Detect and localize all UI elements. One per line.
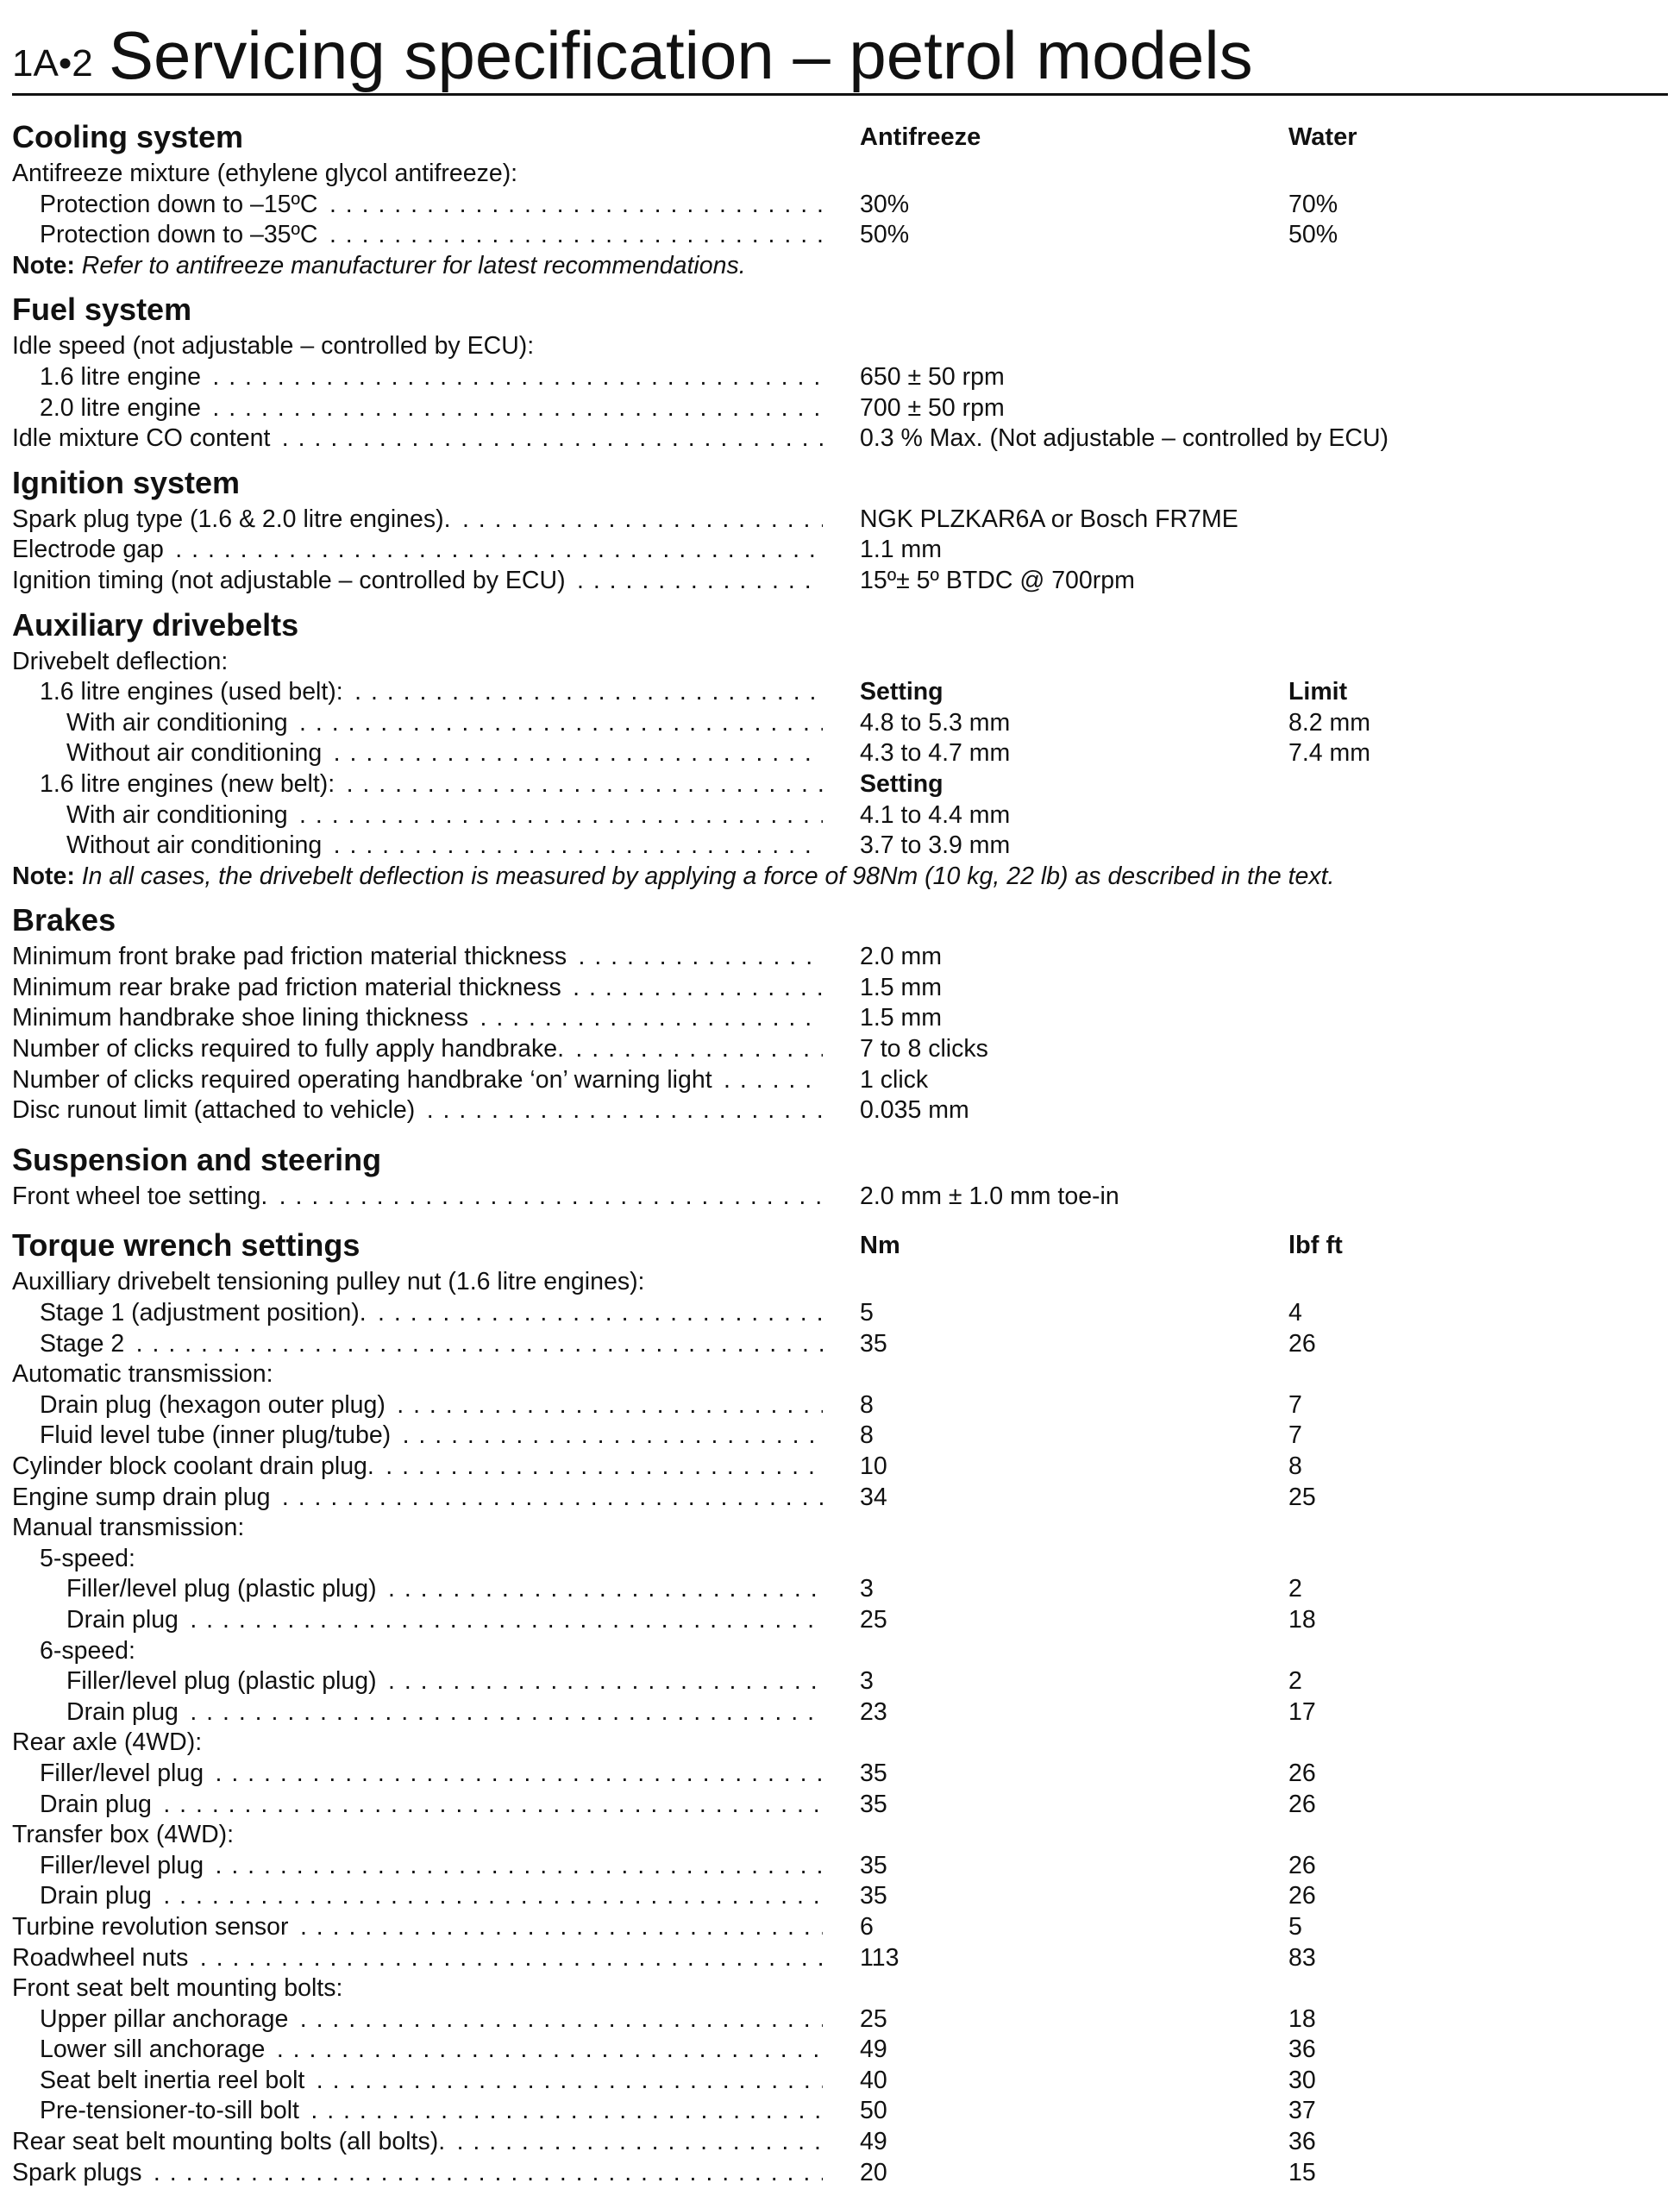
- section-heading: [12, 288, 1668, 331]
- spec-value: NGK PLZKAR6A or Bosch FR7ME: [860, 505, 1238, 533]
- section-heading: [12, 604, 1668, 647]
- spec-row: [12, 505, 1668, 536]
- spec-label: Number of clicks required operating handbrake ‘on’ warning light: [12, 1066, 716, 1094]
- section-fuel: [12, 288, 1668, 454]
- spec-row: [12, 738, 1668, 769]
- spec-label: Auxilliary drivebelt tensioning pulley nut (1.6 litre engines):: [12, 1268, 648, 1295]
- spec-row: [12, 1513, 1668, 1544]
- section-title: Fuel system: [12, 292, 192, 328]
- spec-row: [12, 973, 1668, 1004]
- spec-row: [12, 1390, 1668, 1421]
- spec-label: Drain plug: [40, 1882, 155, 1910]
- spec-label: Idle mixture CO content: [12, 424, 273, 452]
- spec-label: Without air conditioning: [66, 831, 325, 859]
- spec-value: 1 click: [860, 1065, 929, 1094]
- section-ignition: [12, 461, 1668, 597]
- spec-row: [12, 1034, 1668, 1065]
- spec-row: [12, 1483, 1668, 1514]
- spec-value: 4.1 to 4.4 mm: [860, 800, 1011, 829]
- spec-label: Drivebelt deflection:: [12, 648, 231, 675]
- section-heading: [12, 1224, 1668, 1267]
- spec-label: Stage 1 (adjustment position).: [40, 1299, 370, 1327]
- spec-label: With air conditioning: [66, 709, 291, 737]
- spec-value: 17: [1288, 1697, 1316, 1726]
- section-heading: [12, 1138, 1668, 1182]
- spec-value: 2: [1288, 1575, 1302, 1603]
- spec-label: Drain plug (hexagon outer plug): [40, 1391, 389, 1419]
- spec-value: 18: [1288, 2004, 1316, 2033]
- spec-label: Automatic transmission:: [12, 1360, 277, 1388]
- spec-row: [12, 708, 1668, 739]
- spec-row: [12, 1574, 1668, 1605]
- section-title: Brakes: [12, 902, 116, 938]
- column-header: Water: [1288, 123, 1357, 151]
- column-header: Setting: [860, 678, 943, 706]
- spec-label: Filler/level plug (plastic plug): [66, 1575, 380, 1603]
- column-header: Nm: [860, 1232, 900, 1260]
- column-header: Setting: [860, 769, 943, 798]
- spec-row: [12, 677, 1668, 708]
- spec-value: 20: [860, 2158, 887, 2186]
- spec-label: Turbine revolution sensor: [12, 1913, 292, 1941]
- spec-value: 3: [860, 1575, 874, 1603]
- spec-label: Filler/level plug: [40, 1760, 207, 1787]
- spec-row: [12, 1881, 1668, 1912]
- spec-value: 34: [860, 1483, 887, 1511]
- spec-value: 40: [860, 2066, 887, 2094]
- spec-row: [12, 1421, 1668, 1452]
- column-header: lbf ft: [1288, 1232, 1343, 1260]
- spec-value: 26: [1288, 1882, 1316, 1910]
- column-header: Limit: [1288, 678, 1348, 706]
- spec-value: 650 ± 50 rpm: [860, 362, 1005, 391]
- section-cooling: [12, 116, 1668, 281]
- spec-value: 25: [1288, 1483, 1316, 1511]
- spec-row: [12, 220, 1668, 251]
- section-torque: [12, 1224, 1668, 2188]
- spec-row: [12, 1636, 1668, 1667]
- spec-row: [12, 1359, 1668, 1390]
- spec-value: 70%: [1288, 190, 1338, 218]
- spec-label: Seat belt inertia reel bolt: [40, 2067, 308, 2094]
- spec-value: 49: [860, 2036, 887, 2064]
- section-heading: [12, 899, 1668, 942]
- section-suspension: [12, 1138, 1668, 1213]
- spec-value: 30%: [860, 190, 910, 218]
- note: [12, 251, 1668, 282]
- spec-label: Spark plugs: [12, 2159, 146, 2186]
- spec-label: Front wheel toe setting.: [12, 1182, 271, 1210]
- column-header: Antifreeze: [860, 123, 981, 151]
- spec-row: [12, 769, 1668, 800]
- spec-row: [12, 1790, 1668, 1821]
- section-title: Cooling system: [12, 119, 244, 154]
- spec-row: [12, 2066, 1668, 2097]
- spec-value: 2.0 mm ± 1.0 mm toe-in: [860, 1182, 1119, 1210]
- section-heading: [12, 116, 1668, 159]
- spec-row: [12, 1298, 1668, 1329]
- spec-value: 15º± 5º BTDC @ 700rpm: [860, 566, 1135, 594]
- spec-label: 1.6 litre engines (used belt):: [40, 678, 347, 706]
- spec-value: 7: [1288, 1390, 1302, 1419]
- spec-row: [12, 831, 1668, 862]
- spec-value: 8: [1288, 1452, 1302, 1480]
- spec-value: 7.4 mm: [1288, 739, 1371, 768]
- spec-label: Manual transmission:: [12, 1514, 248, 1541]
- spec-row: [12, 800, 1668, 831]
- note: [12, 862, 1668, 893]
- spec-label: Filler/level plug: [40, 1852, 207, 1879]
- spec-row: [12, 647, 1668, 678]
- spec-label: Pre-tensioner-to-sill bolt: [40, 2097, 303, 2124]
- spec-value: 4.8 to 5.3 mm: [860, 708, 1011, 737]
- spec-row: [12, 190, 1668, 221]
- spec-row: [12, 1820, 1668, 1851]
- page-title: Servicing specification – petrol models: [109, 17, 1253, 93]
- spec-label: Idle speed (not adjustable – controlled by ECU):: [12, 332, 537, 360]
- spec-row: [12, 1003, 1668, 1034]
- spec-label: Protection down to –35ºC: [40, 221, 322, 248]
- spec-value: 36: [1288, 2128, 1316, 2156]
- spec-row: [12, 423, 1668, 455]
- spec-value: 0.035 mm: [860, 1096, 969, 1125]
- spec-label: Antifreeze mixture (ethylene glycol antifreeze):: [12, 160, 521, 187]
- spec-value: 8.2 mm: [1288, 708, 1371, 737]
- spec-row: [12, 566, 1668, 597]
- spec-label: Cylinder block coolant drain plug.: [12, 1452, 378, 1480]
- spec-value: 8: [860, 1421, 874, 1450]
- spec-label: Drain plug: [66, 1606, 182, 1634]
- spec-value: 26: [1288, 1851, 1316, 1879]
- spec-label: Fluid level tube (inner plug/tube): [40, 1421, 394, 1449]
- spec-value: 5: [1288, 1912, 1302, 1941]
- spec-row: [12, 159, 1668, 190]
- spec-value: 3.7 to 3.9 mm: [860, 831, 1011, 860]
- header-rule: [12, 93, 1668, 96]
- spec-label: 5-speed:: [40, 1545, 139, 1572]
- spec-label: Upper pillar anchorage: [40, 2005, 291, 2033]
- spec-row: [12, 535, 1668, 566]
- page-header: [12, 10, 1668, 93]
- spec-value: 26: [1288, 1329, 1316, 1358]
- note-text: Refer to antifreeze manufacturer for latest recommendations.: [81, 251, 746, 279]
- spec-value: 25: [860, 1605, 887, 1634]
- spec-value: 0.3 % Max. (Not adjustable – controlled by ECU): [860, 424, 1389, 453]
- spec-value: 50: [860, 2097, 887, 2125]
- spec-row: [12, 942, 1668, 973]
- spec-value: 37: [1288, 2097, 1316, 2125]
- spec-label: 6-speed:: [40, 1637, 139, 1665]
- spec-row: [12, 2035, 1668, 2066]
- spec-content: [12, 116, 1668, 2188]
- spec-value: 26: [1288, 1790, 1316, 1818]
- spec-value: 15: [1288, 2158, 1316, 2186]
- spec-label: Lower sill anchorage: [40, 2036, 268, 2063]
- spec-row: [12, 1666, 1668, 1697]
- spec-value: 50%: [860, 221, 910, 249]
- spec-value: 1.5 mm: [860, 1004, 943, 1032]
- spec-label: Protection down to –15ºC: [40, 191, 322, 218]
- section-title: Suspension and steering: [12, 1141, 382, 1177]
- spec-value: 23: [860, 1697, 887, 1726]
- spec-value: 7: [1288, 1421, 1302, 1450]
- spec-value: 35: [860, 1882, 887, 1910]
- spec-row: [12, 1544, 1668, 1575]
- section-drivebelts: [12, 604, 1668, 893]
- spec-row: [12, 2004, 1668, 2036]
- spec-label: Without air conditioning: [66, 739, 325, 767]
- spec-label: Roadwheel nuts: [12, 1944, 191, 1972]
- spec-value: 1.1 mm: [860, 536, 943, 564]
- spec-label: Minimum front brake pad friction material thickness: [12, 943, 570, 970]
- spec-label: Engine sump drain plug: [12, 1484, 273, 1511]
- spec-label: Electrode gap: [12, 536, 167, 563]
- spec-value: 7 to 8 clicks: [860, 1035, 988, 1063]
- spec-value: 4: [1288, 1299, 1302, 1327]
- spec-value: 35: [860, 1790, 887, 1818]
- spec-row: [12, 362, 1668, 393]
- spec-value: 25: [860, 2004, 887, 2033]
- spec-value: 18: [1288, 1605, 1316, 1634]
- spec-row: [12, 1851, 1668, 1882]
- spec-label: Drain plug: [66, 1698, 182, 1726]
- spec-value: 6: [860, 1912, 874, 1941]
- spec-label: Filler/level plug (plastic plug): [66, 1667, 380, 1695]
- spec-row: [12, 2158, 1668, 2189]
- section-heading: [12, 461, 1668, 505]
- spec-row: [12, 1728, 1668, 1759]
- note-label: Note:: [12, 862, 75, 890]
- spec-value: 5: [860, 1299, 874, 1327]
- spec-row: [12, 1095, 1668, 1126]
- spec-label: Rear seat belt mounting bolts (all bolts).: [12, 2128, 448, 2155]
- spec-value: 49: [860, 2128, 887, 2156]
- spec-label: Minimum rear brake pad friction material thickness: [12, 974, 565, 1001]
- spec-value: 35: [860, 1329, 887, 1358]
- spec-label: 2.0 litre engine: [40, 394, 204, 422]
- spec-label: 1.6 litre engine: [40, 363, 204, 391]
- spec-value: 8: [860, 1390, 874, 1419]
- spec-label: 1.6 litre engines (new belt):: [40, 770, 338, 798]
- spec-row: [12, 1697, 1668, 1728]
- spec-label: Spark plug type (1.6 & 2.0 litre engines).: [12, 505, 454, 533]
- spec-row: [12, 331, 1668, 362]
- spec-label: With air conditioning: [66, 801, 291, 829]
- spec-label: Transfer box (4WD):: [12, 1821, 237, 1848]
- spec-label: Ignition timing (not adjustable – controlled by ECU): [12, 567, 569, 594]
- spec-label: Drain plug: [40, 1791, 155, 1818]
- section-brakes: [12, 899, 1668, 1126]
- spec-row: [12, 393, 1668, 424]
- spec-row: [12, 1973, 1668, 2004]
- spec-row: [12, 2096, 1668, 2127]
- spec-label: Rear axle (4WD):: [12, 1728, 205, 1756]
- spec-value: 2.0 mm: [860, 943, 943, 971]
- spec-value: 50%: [1288, 221, 1338, 249]
- spec-value: 2: [1288, 1667, 1302, 1696]
- spec-value: 26: [1288, 1759, 1316, 1787]
- spec-row: [12, 1605, 1668, 1636]
- spec-row: [12, 1267, 1668, 1298]
- spec-value: 4.3 to 4.7 mm: [860, 739, 1011, 768]
- spec-value: 1.5 mm: [860, 973, 943, 1001]
- section-title: Torque wrench settings: [12, 1227, 360, 1264]
- spec-row: [12, 1182, 1668, 1213]
- spec-label: Minimum handbrake shoe lining thickness: [12, 1004, 472, 1032]
- spec-value: 83: [1288, 1943, 1316, 1972]
- spec-row: [12, 1452, 1668, 1483]
- spec-label: Front seat belt mounting bolts:: [12, 1974, 346, 2002]
- spec-row: [12, 1759, 1668, 1790]
- spec-value: 113: [860, 1943, 900, 1972]
- spec-row: [12, 1329, 1668, 1360]
- spec-value: 700 ± 50 rpm: [860, 393, 1005, 422]
- section-title: Auxiliary drivebelts: [12, 606, 299, 643]
- spec-row: [12, 1943, 1668, 1974]
- page-number: 1A•2: [12, 42, 93, 85]
- spec-value: 30: [1288, 2066, 1316, 2094]
- spec-row: [12, 1912, 1668, 1943]
- spec-value: 35: [860, 1851, 887, 1879]
- section-title: Ignition system: [12, 464, 241, 500]
- spec-label: Number of clicks required to fully apply handbrake.: [12, 1035, 567, 1063]
- spec-value: 35: [860, 1759, 887, 1787]
- note-text: In all cases, the drivebelt deflection is measured by applying a force of 98Nm (10 kg, 22 lb) as described in the text.: [81, 862, 1335, 890]
- spec-label: Disc runout limit (attached to vehicle): [12, 1096, 418, 1124]
- spec-value: 3: [860, 1667, 874, 1696]
- spec-value: 36: [1288, 2036, 1316, 2064]
- spec-row: [12, 2127, 1668, 2158]
- spec-label: Stage 2: [40, 1330, 128, 1358]
- spec-value: 10: [860, 1452, 887, 1480]
- spec-row: [12, 1065, 1668, 1096]
- note-label: Note:: [12, 251, 75, 279]
